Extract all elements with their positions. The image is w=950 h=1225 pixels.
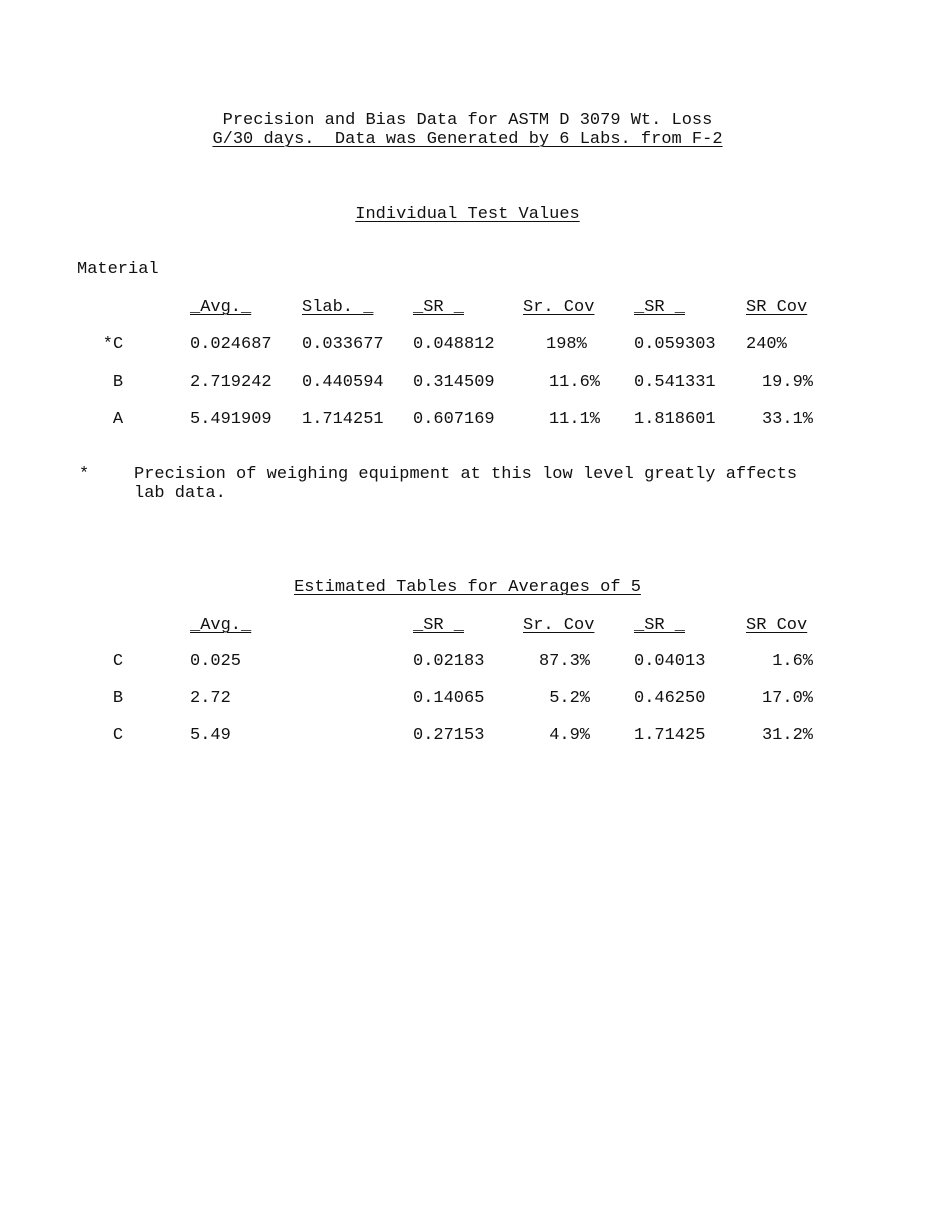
row-material: C [112, 652, 124, 671]
cell-sr-2: 1.71425 [634, 726, 706, 745]
cell-sr-cov-2: 17.0% [761, 689, 813, 708]
footnote-line-1: Precision of weighing equipment at this low level greatly affects [134, 465, 798, 484]
individual-col-sr: _SR _ [413, 298, 465, 317]
individual-col-avg: _Avg._ [190, 298, 252, 317]
row-material: *C [102, 335, 124, 354]
cell-avg: 0.024687 [190, 335, 272, 354]
cell-slab: 0.033677 [302, 335, 384, 354]
cell-sr-cov-2: 33.1% [761, 410, 813, 429]
row-material: C [112, 726, 124, 745]
cell-avg: 0.025 [190, 652, 242, 671]
estimated-col-sr-2: _SR _ [634, 616, 686, 635]
cell-sr-cov-2: 240% [746, 335, 787, 354]
cell-sr-2: 1.818601 [634, 410, 716, 429]
cell-sr-cov: 11.6% [548, 373, 600, 392]
row-material: A [112, 410, 124, 429]
cell-sr-2: 0.541331 [634, 373, 716, 392]
cell-sr: 0.14065 [413, 689, 485, 708]
cell-avg: 5.49 [190, 726, 231, 745]
cell-slab: 1.714251 [302, 410, 384, 429]
individual-col-sr-2: _SR _ [634, 298, 686, 317]
cell-sr-cov: 5.2% [549, 689, 590, 708]
cell-sr: 0.607169 [413, 410, 495, 429]
individual-col-sr-cov: Sr. Cov [523, 298, 595, 317]
cell-sr: 0.048812 [413, 335, 495, 354]
title-line-2: G/30 days. Data was Generated by 6 Labs. from F-2 [212, 130, 723, 149]
cell-sr: 0.27153 [413, 726, 485, 745]
cell-sr-cov-2: 31.2% [761, 726, 813, 745]
estimated-col-sr-cov-2: SR Cov [746, 616, 808, 635]
footnote-marker: * [79, 465, 90, 484]
material-label: Material [77, 260, 159, 279]
individual-col-sr-cov-2: SR Cov [746, 298, 808, 317]
cell-sr-cov-2: 19.9% [761, 373, 813, 392]
cell-avg: 2.72 [190, 689, 231, 708]
cell-sr-2: 0.46250 [634, 689, 706, 708]
cell-avg: 2.719242 [190, 373, 272, 392]
cell-sr: 0.314509 [413, 373, 495, 392]
cell-sr-cov: 198% [546, 335, 587, 354]
cell-sr-2: 0.04013 [634, 652, 706, 671]
cell-sr-cov-2: 1.6% [772, 652, 813, 671]
cell-sr-2: 0.059303 [634, 335, 716, 354]
footnote-line-2: lab data. [134, 484, 226, 503]
row-material: B [112, 689, 124, 708]
estimated-col-sr-cov: Sr. Cov [523, 616, 595, 635]
title-line-1: Precision and Bias Data for ASTM D 3079 Wt. Loss [222, 111, 713, 130]
cell-slab: 0.440594 [302, 373, 384, 392]
estimated-heading: Estimated Tables for Averages of 5 [294, 578, 641, 597]
cell-sr-cov: 87.3% [538, 652, 590, 671]
cell-sr: 0.02183 [413, 652, 485, 671]
cell-sr-cov: 4.9% [549, 726, 590, 745]
cell-sr-cov: 11.1% [548, 410, 600, 429]
individual-col-slab: Slab. _ [302, 298, 374, 317]
cell-avg: 5.491909 [190, 410, 272, 429]
row-material: B [112, 373, 124, 392]
estimated-col-avg: _Avg._ [190, 616, 252, 635]
individual-heading: Individual Test Values [355, 205, 580, 224]
estimated-col-sr: _SR _ [413, 616, 465, 635]
